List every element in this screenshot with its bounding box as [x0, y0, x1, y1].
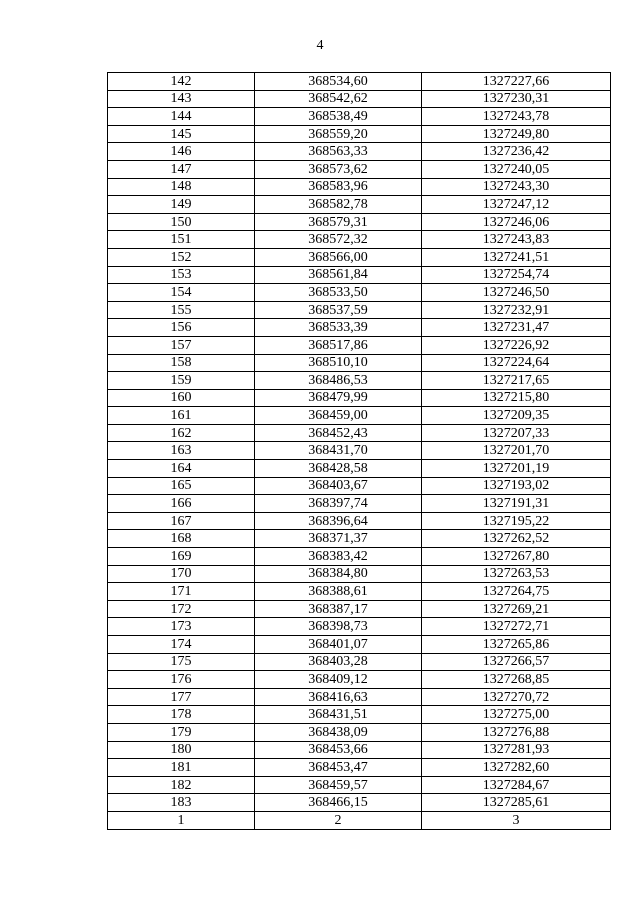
- point-number-cell: 177: [108, 688, 255, 706]
- table-row: [108, 354, 611, 372]
- point-number-cell: 142: [108, 73, 255, 91]
- point-number-cell: 162: [108, 424, 255, 442]
- y-coordinate-cell: 1327269,21: [422, 600, 611, 618]
- point-number-cell: 158: [108, 354, 255, 372]
- y-coordinate-cell: 1327247,12: [422, 196, 611, 214]
- point-number-cell: 168: [108, 530, 255, 548]
- x-coordinate-cell: 368537,59: [255, 301, 422, 319]
- table-row: [108, 706, 611, 724]
- x-coordinate-cell: 368534,60: [255, 73, 422, 91]
- point-number-cell: 183: [108, 794, 255, 812]
- table-row: [108, 160, 611, 178]
- y-coordinate-cell: 1327241,51: [422, 248, 611, 266]
- x-coordinate-cell: 368533,50: [255, 284, 422, 302]
- y-coordinate-cell: 1327266,57: [422, 653, 611, 671]
- y-coordinate-cell: 1327209,35: [422, 407, 611, 425]
- x-coordinate-cell: 368403,28: [255, 653, 422, 671]
- x-coordinate-cell: 368573,62: [255, 160, 422, 178]
- table-row: [108, 477, 611, 495]
- table-row: [108, 512, 611, 530]
- x-coordinate-cell: 368572,32: [255, 231, 422, 249]
- x-coordinate-cell: 368561,84: [255, 266, 422, 284]
- point-number-cell: 159: [108, 372, 255, 390]
- table-row: [108, 143, 611, 161]
- y-coordinate-cell: 1327201,70: [422, 442, 611, 460]
- y-coordinate-cell: 1327281,93: [422, 741, 611, 759]
- y-coordinate-cell: 1327263,53: [422, 565, 611, 583]
- x-coordinate-cell: 368431,70: [255, 442, 422, 460]
- point-number-cell: 160: [108, 389, 255, 407]
- point-number-cell: 175: [108, 653, 255, 671]
- point-number-cell: 153: [108, 266, 255, 284]
- x-coordinate-cell: 368438,09: [255, 723, 422, 741]
- point-number-cell: 149: [108, 196, 255, 214]
- table-row: [108, 301, 611, 319]
- table-row: [108, 178, 611, 196]
- table-row: [108, 389, 611, 407]
- y-coordinate-cell: 1327270,72: [422, 688, 611, 706]
- table-row: [108, 600, 611, 618]
- x-coordinate-cell: 368371,37: [255, 530, 422, 548]
- table-row: [108, 530, 611, 548]
- x-coordinate-cell: 368397,74: [255, 495, 422, 513]
- point-number-cell: 155: [108, 301, 255, 319]
- x-coordinate-cell: 368459,00: [255, 407, 422, 425]
- x-coordinate-cell: 368409,12: [255, 671, 422, 689]
- table-row: [108, 688, 611, 706]
- table-row: [108, 231, 611, 249]
- y-coordinate-cell: 1327243,78: [422, 108, 611, 126]
- x-coordinate-cell: 368453,66: [255, 741, 422, 759]
- table-row: [108, 336, 611, 354]
- y-coordinate-cell: 1327275,00: [422, 706, 611, 724]
- y-coordinate-cell: 1327276,88: [422, 723, 611, 741]
- x-coordinate-cell: 368486,53: [255, 372, 422, 390]
- point-number-cell: 151: [108, 231, 255, 249]
- x-coordinate-cell: 368479,99: [255, 389, 422, 407]
- y-coordinate-cell: 1327217,65: [422, 372, 611, 390]
- x-coordinate-cell: 368452,43: [255, 424, 422, 442]
- table-row: [108, 319, 611, 337]
- y-coordinate-cell: 1327243,83: [422, 231, 611, 249]
- y-coordinate-cell: 1327195,22: [422, 512, 611, 530]
- table-row: [108, 636, 611, 654]
- point-number-cell: 148: [108, 178, 255, 196]
- point-number-cell: 167: [108, 512, 255, 530]
- x-coordinate-cell: 368403,67: [255, 477, 422, 495]
- point-number-cell: 145: [108, 125, 255, 143]
- y-coordinate-cell: 1327227,66: [422, 73, 611, 91]
- table-row: [108, 565, 611, 583]
- y-coordinate-cell: 1327215,80: [422, 389, 611, 407]
- point-number-cell: 150: [108, 213, 255, 231]
- x-coordinate-cell: 368459,57: [255, 776, 422, 794]
- x-coordinate-cell: 368559,20: [255, 125, 422, 143]
- y-coordinate-cell: 1327243,30: [422, 178, 611, 196]
- point-number-cell: 179: [108, 723, 255, 741]
- point-number-cell: 156: [108, 319, 255, 337]
- point-number-cell: 161: [108, 407, 255, 425]
- y-coordinate-cell: 1327272,71: [422, 618, 611, 636]
- point-number-cell: 144: [108, 108, 255, 126]
- point-number-cell: 163: [108, 442, 255, 460]
- point-number-cell: 147: [108, 160, 255, 178]
- y-coordinate-cell: 1327226,92: [422, 336, 611, 354]
- table-row: [108, 653, 611, 671]
- table-row: [108, 671, 611, 689]
- x-coordinate-cell: 368384,80: [255, 565, 422, 583]
- point-number-cell: 173: [108, 618, 255, 636]
- table-row: [108, 73, 611, 91]
- point-number-cell: 178: [108, 706, 255, 724]
- x-coordinate-cell: 368398,73: [255, 618, 422, 636]
- x-coordinate-cell: 368396,64: [255, 512, 422, 530]
- table-row: [108, 548, 611, 566]
- column-number-cell: 3: [422, 811, 611, 829]
- table-row: [108, 266, 611, 284]
- y-coordinate-cell: 1327193,02: [422, 477, 611, 495]
- table-row: [108, 583, 611, 601]
- y-coordinate-cell: 1327231,47: [422, 319, 611, 337]
- x-coordinate-cell: 368388,61: [255, 583, 422, 601]
- y-coordinate-cell: 1327224,64: [422, 354, 611, 372]
- x-coordinate-cell: 368517,86: [255, 336, 422, 354]
- point-number-cell: 146: [108, 143, 255, 161]
- coordinates-table: [107, 72, 611, 830]
- table-row: [108, 442, 611, 460]
- table-row: [108, 196, 611, 214]
- table-row: [108, 495, 611, 513]
- point-number-cell: 166: [108, 495, 255, 513]
- x-coordinate-cell: 368579,31: [255, 213, 422, 231]
- table-row: [108, 618, 611, 636]
- y-coordinate-cell: 1327267,80: [422, 548, 611, 566]
- x-coordinate-cell: 368383,42: [255, 548, 422, 566]
- table-row: [108, 90, 611, 108]
- x-coordinate-cell: 368510,10: [255, 354, 422, 372]
- table-row: [108, 372, 611, 390]
- x-coordinate-cell: 368416,63: [255, 688, 422, 706]
- column-number-cell: 2: [255, 811, 422, 829]
- y-coordinate-cell: 1327262,52: [422, 530, 611, 548]
- point-number-cell: 170: [108, 565, 255, 583]
- table-row: [108, 460, 611, 478]
- y-coordinate-cell: 1327264,75: [422, 583, 611, 601]
- table-row: [108, 741, 611, 759]
- y-coordinate-cell: 1327285,61: [422, 794, 611, 812]
- table-row: [108, 108, 611, 126]
- x-coordinate-cell: 368428,58: [255, 460, 422, 478]
- x-coordinate-cell: 368387,17: [255, 600, 422, 618]
- y-coordinate-cell: 1327191,31: [422, 495, 611, 513]
- point-number-cell: 182: [108, 776, 255, 794]
- column-number-cell: 1: [108, 811, 255, 829]
- x-coordinate-cell: 368466,15: [255, 794, 422, 812]
- point-number-cell: 181: [108, 759, 255, 777]
- x-coordinate-cell: 368583,96: [255, 178, 422, 196]
- y-coordinate-cell: 1327265,86: [422, 636, 611, 654]
- point-number-cell: 176: [108, 671, 255, 689]
- table-row: [108, 723, 611, 741]
- x-coordinate-cell: 368453,47: [255, 759, 422, 777]
- y-coordinate-cell: 1327268,85: [422, 671, 611, 689]
- y-coordinate-cell: 1327246,50: [422, 284, 611, 302]
- y-coordinate-cell: 1327207,33: [422, 424, 611, 442]
- table-row: [108, 759, 611, 777]
- table-row: [108, 776, 611, 794]
- table-row: [108, 407, 611, 425]
- point-number-cell: 165: [108, 477, 255, 495]
- y-coordinate-cell: 1327254,74: [422, 266, 611, 284]
- point-number-cell: 174: [108, 636, 255, 654]
- point-number-cell: 169: [108, 548, 255, 566]
- column-number-row: [108, 811, 611, 829]
- table-row: [108, 284, 611, 302]
- x-coordinate-cell: 368533,39: [255, 319, 422, 337]
- point-number-cell: 172: [108, 600, 255, 618]
- point-number-cell: 164: [108, 460, 255, 478]
- x-coordinate-cell: 368563,33: [255, 143, 422, 161]
- y-coordinate-cell: 1327236,42: [422, 143, 611, 161]
- point-number-cell: 171: [108, 583, 255, 601]
- x-coordinate-cell: 368542,62: [255, 90, 422, 108]
- coordinates-table-body: [108, 73, 611, 830]
- y-coordinate-cell: 1327230,31: [422, 90, 611, 108]
- x-coordinate-cell: 368538,49: [255, 108, 422, 126]
- point-number-cell: 157: [108, 336, 255, 354]
- table-row: [108, 424, 611, 442]
- y-coordinate-cell: 1327201,19: [422, 460, 611, 478]
- table-row: [108, 248, 611, 266]
- y-coordinate-cell: 1327282,60: [422, 759, 611, 777]
- x-coordinate-cell: 368431,51: [255, 706, 422, 724]
- page-number: 4: [316, 38, 324, 53]
- x-coordinate-cell: 368401,07: [255, 636, 422, 654]
- y-coordinate-cell: 1327232,91: [422, 301, 611, 319]
- point-number-cell: 143: [108, 90, 255, 108]
- table-row: [108, 125, 611, 143]
- x-coordinate-cell: 368582,78: [255, 196, 422, 214]
- point-number-cell: 152: [108, 248, 255, 266]
- y-coordinate-cell: 1327240,05: [422, 160, 611, 178]
- table-row: [108, 213, 611, 231]
- y-coordinate-cell: 1327284,67: [422, 776, 611, 794]
- y-coordinate-cell: 1327249,80: [422, 125, 611, 143]
- point-number-cell: 154: [108, 284, 255, 302]
- point-number-cell: 180: [108, 741, 255, 759]
- table-row: [108, 794, 611, 812]
- y-coordinate-cell: 1327246,06: [422, 213, 611, 231]
- x-coordinate-cell: 368566,00: [255, 248, 422, 266]
